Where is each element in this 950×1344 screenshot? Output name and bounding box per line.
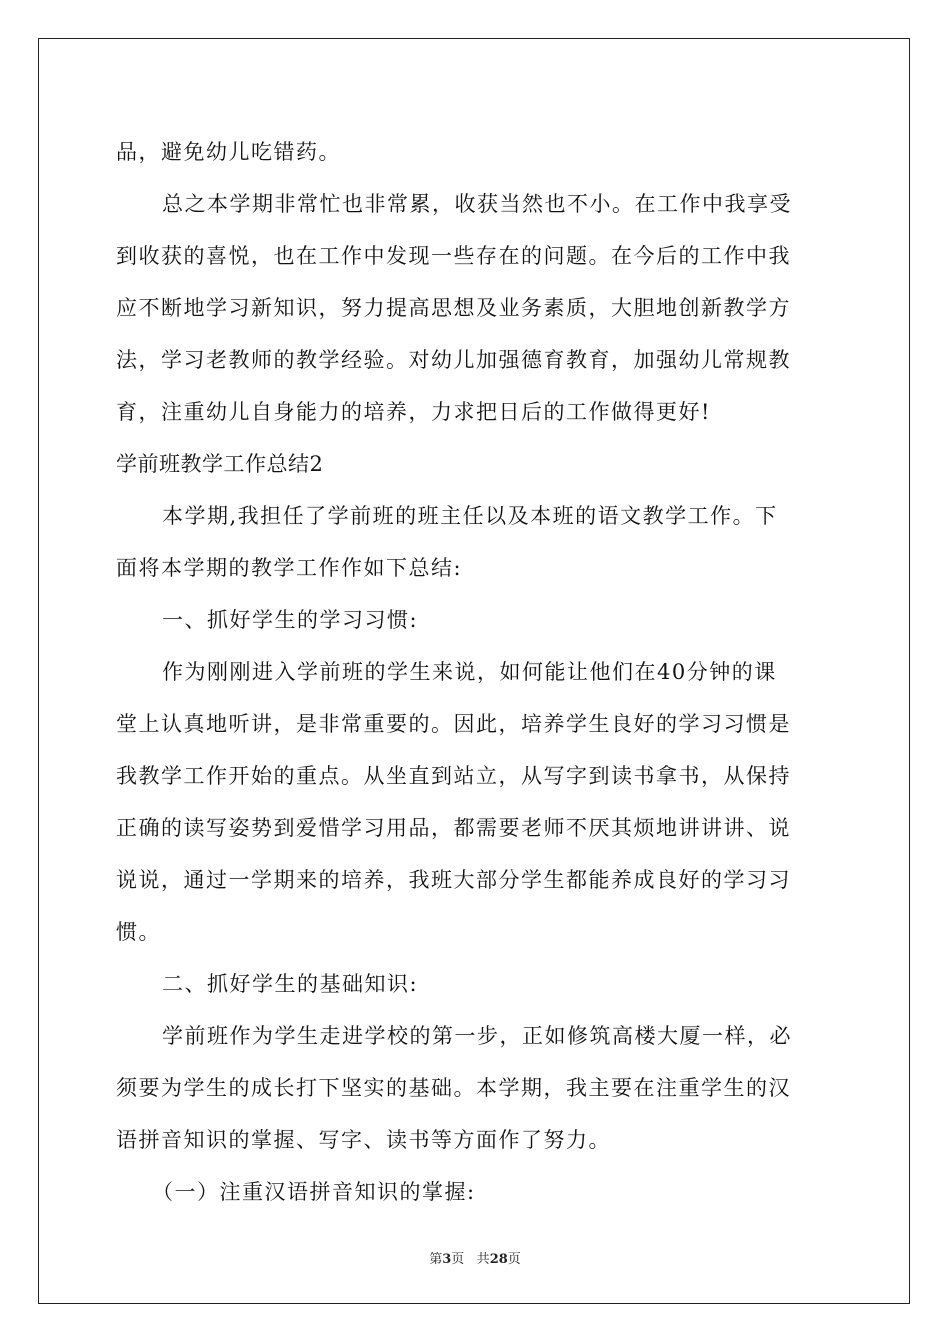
paragraph-line: 学前班作为学生走进学校的第一步，正如修筑高楼大厦一样，必: [162, 1024, 792, 1048]
total-suffix: 页: [507, 1252, 521, 1267]
paragraph-line: 本学期,我担任了学前班的班主任以及本班的语文教学工作。下: [162, 504, 778, 528]
paragraph-line: 惯。: [116, 920, 161, 944]
document-body: [116, 126, 832, 1218]
subheading: 一、抓好学生的学习习惯:: [162, 608, 419, 632]
paragraph-line: 法，学习老教师的教学经验。对幼儿加强德育教育，加强幼儿常规教: [116, 348, 791, 372]
paragraph-line: 语拼音知识的掌握、写字、读书等方面作了努力。: [116, 1128, 611, 1152]
paragraph-line: 说说，通过一学期来的培养，我班大部分学生都能养成良好的学习习: [116, 868, 791, 892]
paragraph-line: 面将本学期的教学工作作如下总结:: [116, 556, 463, 580]
paragraph-line: 作为刚刚进入学前班的学生来说，如何能让他们在40分钟的课: [162, 660, 777, 684]
subheading: （一）注重汉语拼音知识的掌握:: [152, 1180, 476, 1204]
page-footer: [0, 1248, 950, 1267]
paragraph-line: 我教学工作开始的重点。从坐直到站立，从写字到读书拿书，从保持: [116, 764, 791, 788]
page-prefix: 第: [429, 1252, 443, 1267]
paragraph-line: 堂上认真地听讲，是非常重要的。因此，培养学生良好的学习习惯是: [116, 712, 791, 736]
paragraph-line: 品，避免幼儿吃错药。: [116, 140, 341, 164]
paragraph-line: 总之本学期非常忙也非常累，收获当然也不小。在工作中我享受: [162, 192, 792, 216]
total-prefix: 共: [476, 1252, 490, 1267]
paragraph-line: 到收获的喜悦，也在工作中发现一些存在的问题。在今后的工作中我: [116, 244, 791, 268]
paragraph-line: 须要为学生的成长打下坚实的基础。本学期，我主要在注重学生的汉: [116, 1076, 791, 1100]
paragraph-line: 育，注重幼儿自身能力的培养，力求把日后的工作做得更好!: [116, 400, 711, 424]
section-title: 学前班教学工作总结2: [116, 452, 324, 476]
page-number: 3: [442, 1252, 452, 1267]
paragraph-line: 正确的读写姿势到爱惜学习用品，都需要老师不厌其烦地讲讲讲、说: [116, 816, 791, 840]
total-pages: 28: [489, 1252, 508, 1267]
page-suffix: 页: [451, 1252, 465, 1267]
paragraph-line: 应不断地学习新知识，努力提高思想及业务素质，大胆地创新教学方: [116, 296, 791, 320]
subheading: 二、抓好学生的基础知识:: [162, 972, 419, 996]
